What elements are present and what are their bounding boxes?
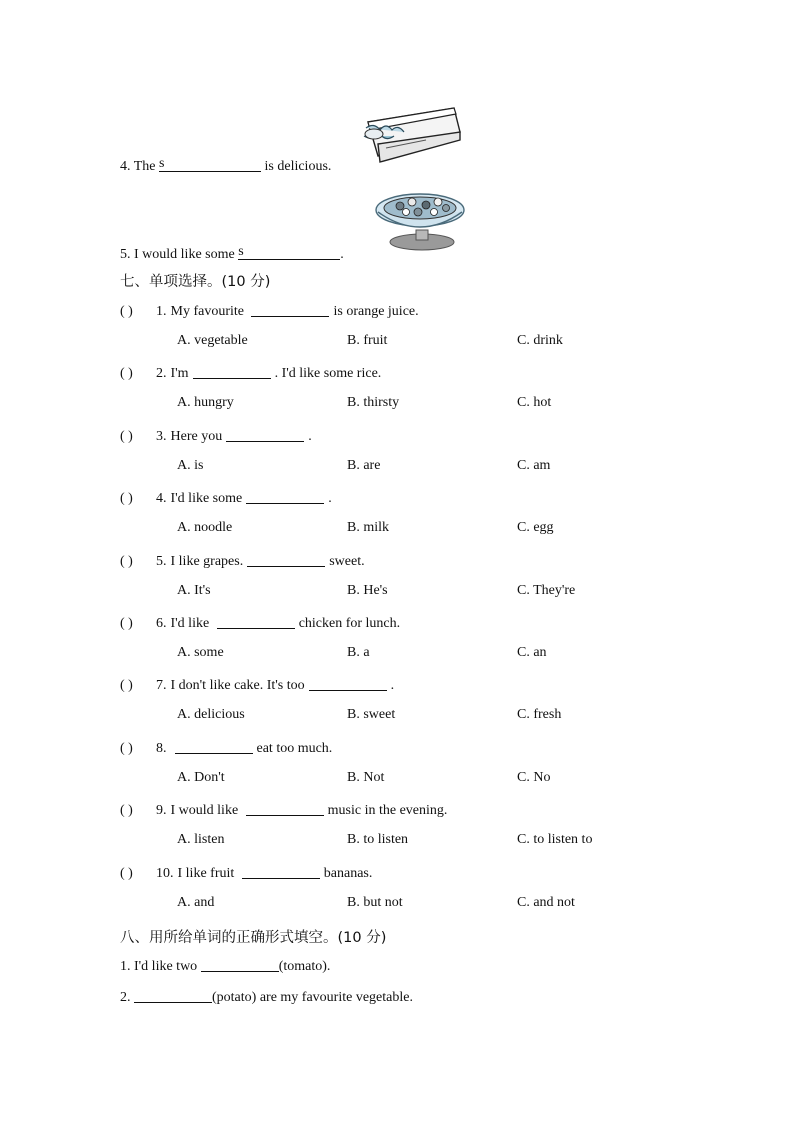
option-b[interactable]: B. fruit — [347, 333, 388, 348]
item-text-pre: I'd like two — [134, 959, 198, 974]
option-a[interactable]: A. is — [177, 458, 204, 473]
question-number: 10. — [156, 866, 174, 881]
question-text-pre: My favourite — [170, 304, 248, 319]
answer-blank — [226, 427, 304, 442]
answer-blank — [217, 614, 295, 629]
answer-parentheses[interactable]: ( ) — [120, 616, 133, 631]
answer-blank — [193, 364, 271, 379]
item-number: 4. — [120, 159, 131, 174]
answer-parentheses[interactable]: ( ) — [120, 678, 133, 693]
answer-blank — [242, 864, 320, 879]
question-row-8 — [120, 739, 332, 757]
option-c[interactable]: C. fresh — [517, 707, 562, 722]
question-text-pre: I don't like cake. It's too — [170, 678, 305, 693]
answer-parentheses[interactable]: ( ) — [120, 554, 133, 569]
question-row-10 — [120, 864, 372, 882]
question-number: 5. — [156, 554, 167, 569]
answer-blank — [251, 302, 329, 317]
item-number: 1. — [120, 959, 131, 974]
answer-blank[interactable] — [134, 988, 212, 1003]
answer-blank[interactable] — [238, 245, 340, 260]
answer-blank — [246, 801, 324, 816]
sandwich-image — [356, 104, 466, 166]
question-row-4 — [120, 489, 332, 507]
question-text-post: bananas. — [323, 866, 373, 881]
option-b[interactable]: B. He's — [347, 583, 388, 598]
question-number: 3. — [156, 429, 167, 444]
question-text-pre: I'd like some — [170, 491, 243, 506]
answer-blank — [246, 489, 324, 504]
option-a[interactable]: A. some — [177, 645, 224, 660]
question-text-pre: I like fruit — [177, 866, 238, 881]
item-text-pre: I would like some — [134, 247, 235, 262]
question-row-9 — [120, 801, 447, 819]
option-c[interactable]: C. hot — [517, 395, 552, 410]
option-c[interactable]: C. am — [517, 458, 551, 473]
question-text-post: is orange juice. — [333, 304, 419, 319]
section-8-title: 八、用所给单词的正确形式填空。(10 分) — [120, 930, 387, 946]
answer-blank — [175, 739, 253, 754]
item-number: 2. — [120, 990, 131, 1005]
fill-item-1 — [120, 957, 330, 975]
fill-in-item-5 — [120, 245, 344, 263]
item-text-post: (tomato). — [278, 959, 331, 974]
question-number: 6. — [156, 616, 167, 631]
question-text-post: . — [328, 491, 332, 506]
option-a[interactable]: A. It's — [177, 583, 211, 598]
option-c[interactable]: C. to listen to — [517, 832, 593, 847]
question-number: 8. — [156, 741, 167, 756]
question-row-1 — [120, 302, 419, 320]
option-a[interactable]: A. Don't — [177, 770, 225, 785]
option-b[interactable]: B. thirsty — [347, 395, 400, 410]
answer-blank[interactable] — [201, 957, 279, 972]
option-c[interactable]: C. drink — [517, 333, 563, 348]
question-text-post: . — [308, 429, 312, 444]
option-a[interactable]: A. hungry — [177, 395, 234, 410]
option-b[interactable]: B. Not — [347, 770, 385, 785]
option-a[interactable]: A. listen — [177, 832, 225, 847]
option-c[interactable]: C. No — [517, 770, 551, 785]
answer-parentheses[interactable]: ( ) — [120, 741, 133, 756]
question-text-post: sweet. — [329, 554, 365, 569]
item-text-post: (potato) are my favourite vegetable. — [212, 990, 413, 1005]
question-text-post: . I'd like some rice. — [274, 366, 382, 381]
option-b[interactable]: B. to listen — [347, 832, 409, 847]
question-number: 7. — [156, 678, 167, 693]
question-number: 1. — [156, 304, 167, 319]
answer-parentheses[interactable]: ( ) — [120, 366, 133, 381]
blank-letter: s — [238, 244, 244, 259]
option-c[interactable]: C. They're — [517, 583, 576, 598]
answer-parentheses[interactable]: ( ) — [120, 429, 133, 444]
item-text-pre: The — [133, 159, 156, 174]
question-text-pre: I would like — [170, 803, 242, 818]
question-number: 2. — [156, 366, 167, 381]
question-row-5 — [120, 552, 365, 570]
option-b[interactable]: B. but not — [347, 895, 403, 910]
option-b[interactable]: B. a — [347, 645, 370, 660]
question-text-post: chicken for lunch. — [298, 616, 401, 631]
section-7-title: 七、单项选择。(10 分) — [120, 274, 271, 290]
answer-blank — [247, 552, 325, 567]
blank-letter: s — [159, 156, 165, 171]
question-text-post: . — [390, 678, 395, 693]
question-text-pre: I like grapes. — [170, 554, 244, 569]
answer-blank — [309, 676, 387, 691]
item-number: 5. — [120, 247, 131, 262]
question-text-post: eat too much. — [256, 741, 333, 756]
question-text-pre: I'm — [170, 366, 189, 381]
salad-image — [372, 190, 468, 256]
fill-in-item-4 — [120, 157, 331, 175]
fill-item-2 — [120, 988, 413, 1006]
option-a[interactable]: A. vegetable — [177, 333, 248, 348]
option-b[interactable]: B. milk — [347, 520, 390, 535]
answer-parentheses[interactable]: ( ) — [120, 491, 133, 506]
question-row-3 — [120, 427, 312, 445]
item-text-post: . — [340, 247, 344, 262]
question-text-pre: I'd like — [170, 616, 213, 631]
option-b[interactable]: B. sweet — [347, 707, 396, 722]
question-number: 4. — [156, 491, 167, 506]
question-number: 9. — [156, 803, 167, 818]
option-c[interactable]: C. and not — [517, 895, 575, 910]
option-b[interactable]: B. are — [347, 458, 381, 473]
question-text-post: music in the evening. — [327, 803, 448, 818]
option-a[interactable]: A. and — [177, 895, 215, 910]
question-row-2 — [120, 364, 381, 382]
option-a[interactable]: A. delicious — [177, 707, 245, 722]
answer-parentheses[interactable]: ( ) — [120, 866, 133, 881]
question-text-pre: Here you — [170, 429, 223, 444]
option-a[interactable]: A. noodle — [177, 520, 233, 535]
option-c[interactable]: C. an — [517, 645, 547, 660]
question-row-6 — [120, 614, 400, 632]
question-row-7 — [120, 676, 394, 694]
answer-blank[interactable] — [159, 157, 261, 172]
item-text-post: is delicious. — [264, 159, 332, 174]
answer-parentheses[interactable]: ( ) — [120, 803, 133, 818]
option-c[interactable]: C. egg — [517, 520, 554, 535]
answer-parentheses[interactable]: ( ) — [120, 304, 133, 319]
